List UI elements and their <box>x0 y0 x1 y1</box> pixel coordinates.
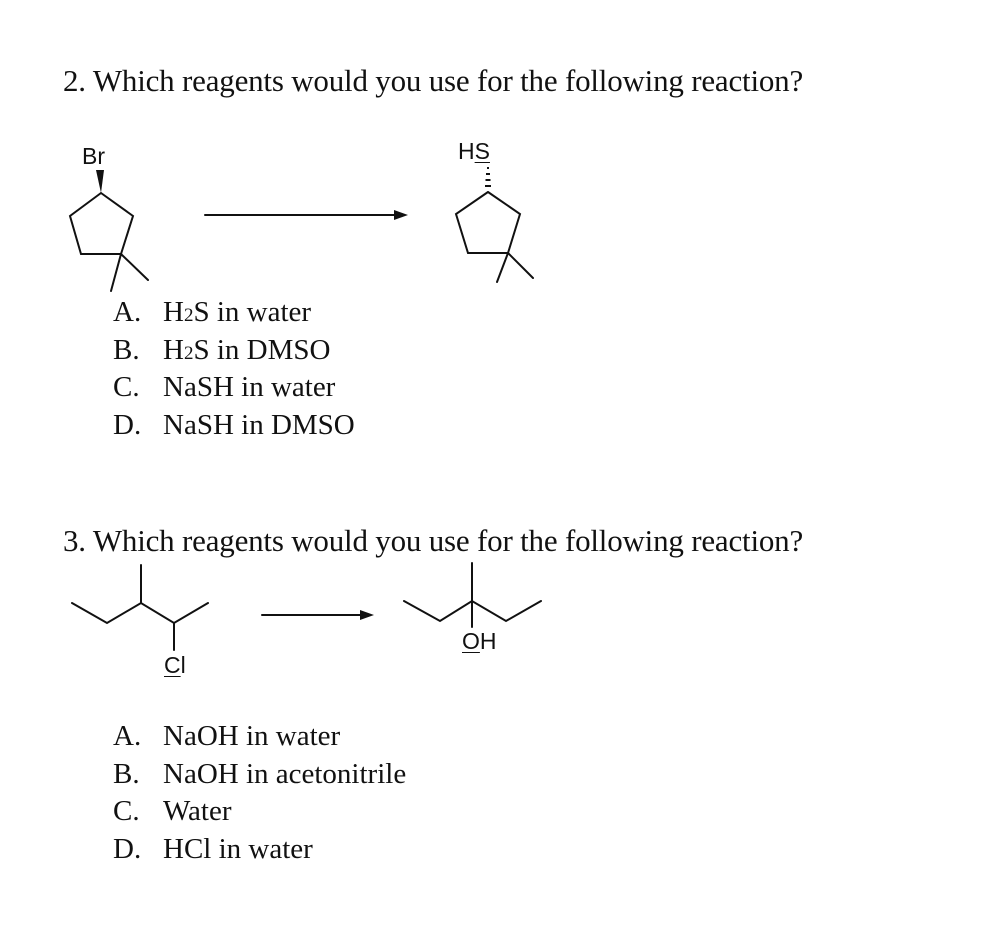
question-3-options <box>113 718 406 868</box>
methyl-bond-2 <box>111 254 121 291</box>
q2-option-b[interactable]: B. H2S in DMSO <box>113 333 331 366</box>
question-2-options <box>113 294 355 444</box>
thiol-label: HS <box>458 138 490 164</box>
q2-option-d[interactable]: D. NaSH in DMSO <box>113 408 355 441</box>
q2-option-c[interactable]: C. NaSH in water <box>113 371 336 403</box>
carbon-chain <box>72 603 208 623</box>
methyl-bond-1 <box>121 254 148 280</box>
hashed-wedge-bond <box>485 168 491 186</box>
q3-option-d[interactable]: D. HCl in water <box>113 832 313 865</box>
carbon-chain <box>404 601 541 621</box>
cyclopentane-ring <box>70 193 133 254</box>
cyclopentane-ring <box>456 192 520 253</box>
question-2-title: 2. Which reagents would you use for the following reaction? <box>63 63 804 98</box>
q3-option-a[interactable]: A. NaOH in water <box>113 720 341 752</box>
q3-option-b[interactable]: B. NaOH in acetonitrile <box>113 757 407 790</box>
methyl-bond-1 <box>508 253 533 278</box>
wedge-bond <box>96 170 104 193</box>
q2-option-a[interactable]: A. H2S in water <box>113 296 312 328</box>
question-3-title: 3. Which reagents would you use for the following reaction? <box>63 523 804 558</box>
q3-option-c[interactable]: C. Water <box>113 795 232 827</box>
methyl-bond-2 <box>497 253 508 282</box>
bromine-atom-label: Br <box>82 143 105 169</box>
hydroxyl-label: OH <box>462 628 497 654</box>
chlorine-atom-label: Cl <box>164 652 186 678</box>
